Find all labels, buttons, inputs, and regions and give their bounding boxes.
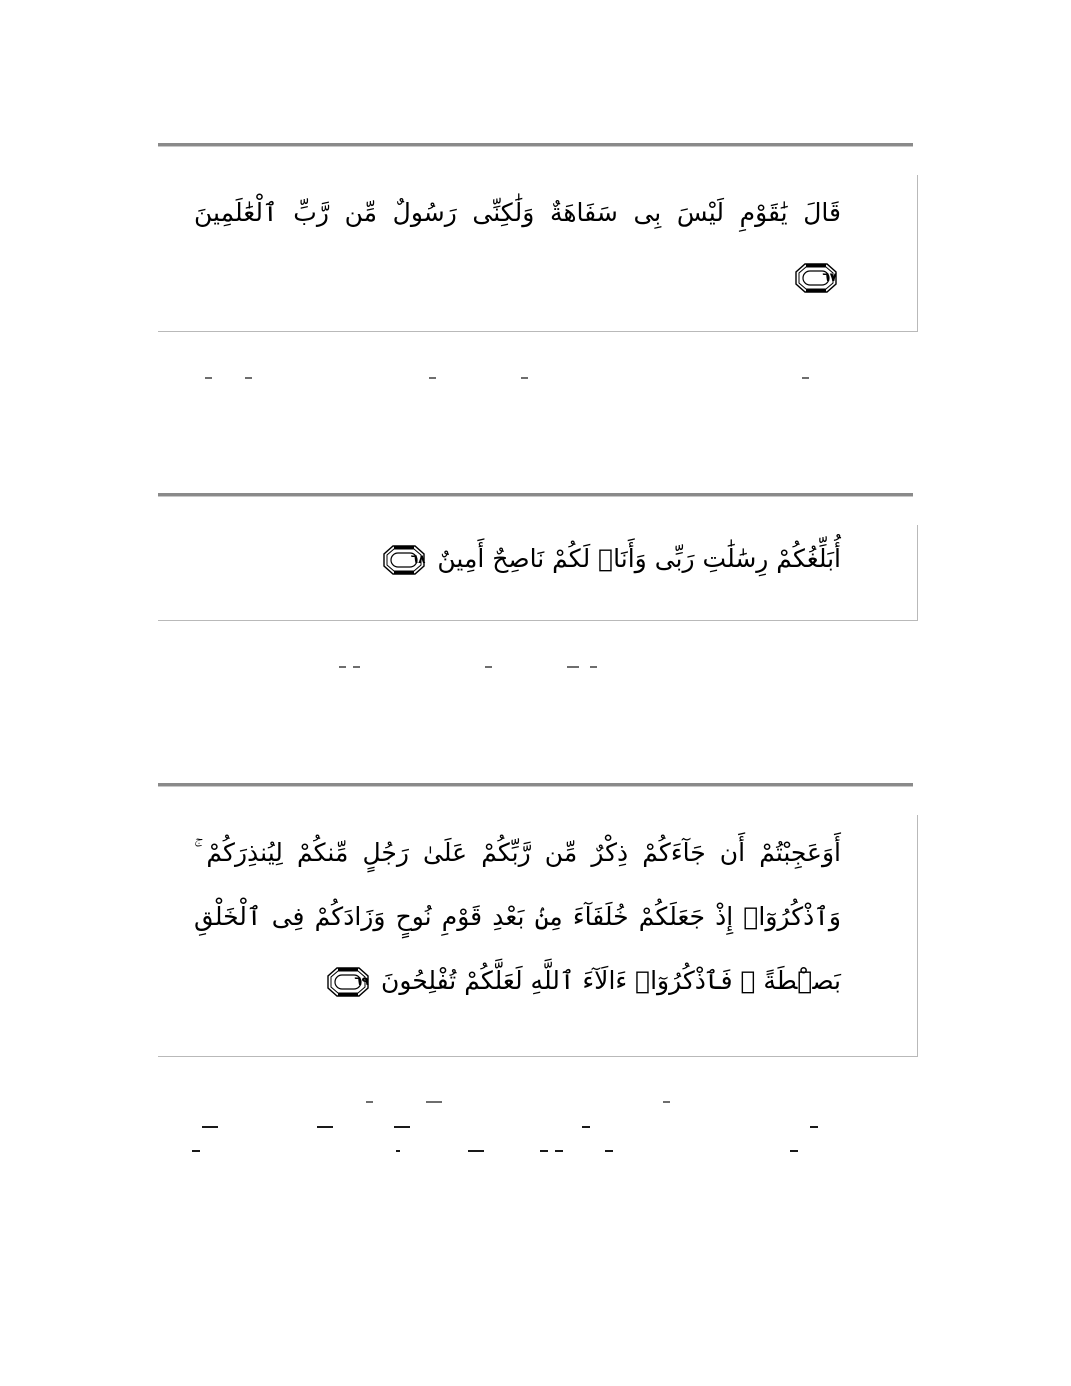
footnote-dash xyxy=(521,377,528,379)
verse-67-text xyxy=(194,181,841,309)
verse-67-top-rule xyxy=(158,143,913,147)
footnote-dash xyxy=(810,1126,818,1128)
footnote-dash xyxy=(590,666,597,668)
footnote-dash xyxy=(555,1150,563,1152)
verse-69-line-1: أَوَعَجِبْتُمْ أَن جَآءَكُمْ ذِكْرٌ مِّن رَّبِّكُمْ عَلَىٰ رَجُلٍ مِّنكُمْ لِيُنذِرَكُمْ ۚ xyxy=(194,838,841,867)
footnote-dash xyxy=(394,1126,410,1128)
verse-68-line-1 xyxy=(222,527,841,591)
verse-number: ٦٨ xyxy=(410,552,426,566)
verse-number: ٦٧ xyxy=(822,270,837,284)
footnote-dash xyxy=(540,1150,548,1152)
verse-number-medallion-icon xyxy=(327,967,369,997)
verse-69-top-rule xyxy=(158,783,913,787)
verse-69-line-3 xyxy=(194,949,841,1013)
footnote-dash xyxy=(582,1126,590,1128)
footnote-dash xyxy=(605,1150,613,1152)
verse-67-line-1: قَالَ يَٰقَوْمِ لَيْسَ بِى سَفَاهَةٌ وَلَٰكِنِّى رَسُولٌ مِّن رَّبِّ ٱلْعَٰلَمِينَ xyxy=(194,198,841,227)
footnote-dash xyxy=(567,666,579,668)
footnote-dash xyxy=(205,377,212,379)
verse-68-box xyxy=(158,525,918,621)
verse-68-words: أُبَلِّغُكُمْ رِسَٰلَٰتِ رَبِّى وَأَنَا۠ لَكُمْ نَاصِحٌ أَمِينٌ xyxy=(437,544,841,573)
verse-68-text xyxy=(222,527,841,591)
verse-67-line-2 xyxy=(194,245,841,309)
footnote-dash xyxy=(396,1150,400,1152)
footnote-dash xyxy=(317,1126,333,1128)
footnote-dash xyxy=(429,377,436,379)
verse-69-text xyxy=(194,821,841,1013)
verse-67-box xyxy=(158,175,918,332)
footnote-dash xyxy=(202,1126,218,1128)
footnote-dash xyxy=(802,377,809,379)
footnote-dash xyxy=(468,1150,484,1152)
verse-69-words: بَصْۜطَةً ۖ فَٱذْكُرُوٓا۟ ءَالَآءَ ٱللَّهِ لَعَلَّكُمْ تُفْلِحُونَ xyxy=(380,966,841,995)
verse-69-line-2: وَٱذْكُرُوٓا۟ إِذْ جَعَلَكُمْ خُلَفَآءَ مِنۢ بَعْدِ قَوْمِ نُوحٍ وَزَادَكُمْ فِى ٱلْخَلْقِ xyxy=(194,902,841,931)
footnote-dash xyxy=(245,377,252,379)
footnote-dash xyxy=(339,666,346,668)
footnote-dash xyxy=(485,666,492,668)
footnote-dash xyxy=(192,1150,200,1152)
footnote-dash xyxy=(353,666,360,668)
footnote-dash xyxy=(426,1101,442,1103)
footnote-dash xyxy=(366,1101,373,1103)
verse-68-top-rule xyxy=(158,493,913,497)
verse-69-box xyxy=(158,815,918,1057)
verse-number-medallion-icon xyxy=(795,263,837,293)
verse-number: ٦٩ xyxy=(354,974,369,988)
verse-number-medallion-icon xyxy=(383,545,425,575)
footnote-dash xyxy=(790,1150,798,1152)
footnote-dash xyxy=(663,1101,670,1103)
